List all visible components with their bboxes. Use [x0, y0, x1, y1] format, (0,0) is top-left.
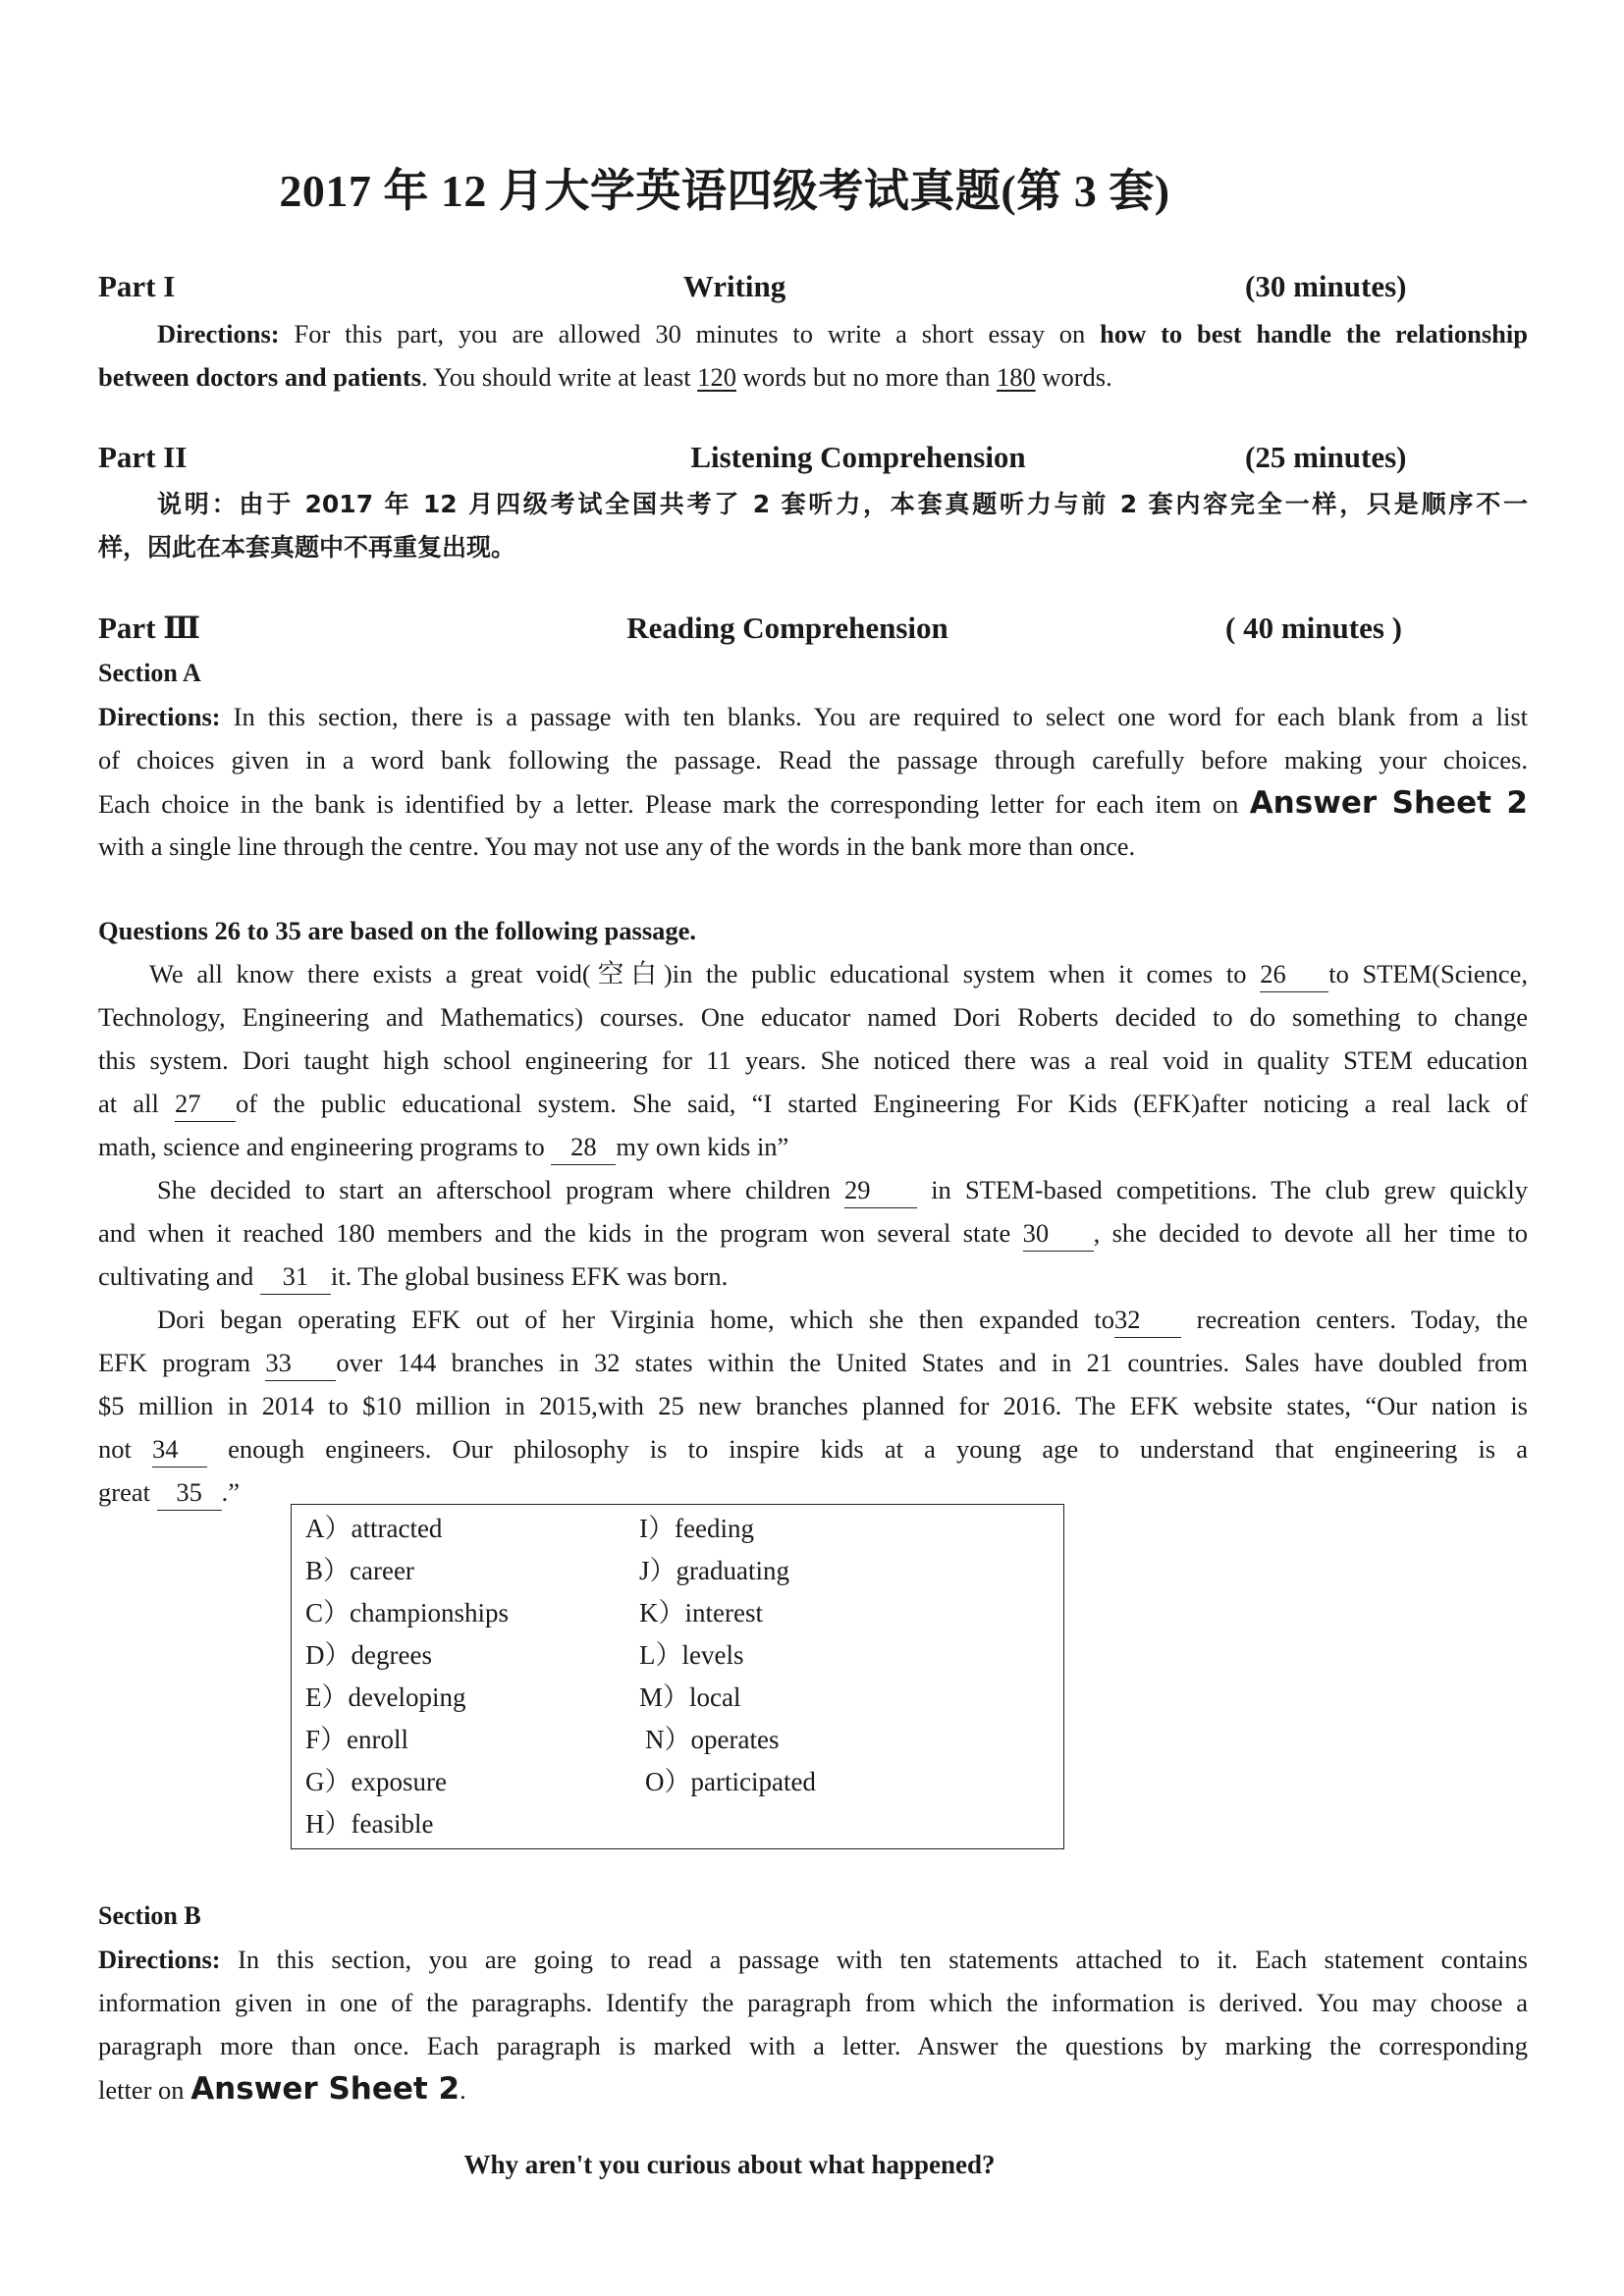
part-2-header: [98, 440, 1528, 485]
part-2-note-line-1: 说明：由于 2017 年 12 月四级考试全国共考了 2 套听力，本套真题听力与前 2 套内容完全一样，只是顺序不一: [157, 490, 1528, 518]
answer-sheet-ref: Answer Sheet 2: [1249, 785, 1528, 821]
part-2-label: Part II: [98, 440, 188, 474]
passage-line-13: great 35 .”: [98, 1470, 1528, 1514]
bank-option-e: E）developing: [305, 1682, 466, 1712]
bank-option-m: M）local: [639, 1682, 741, 1712]
section-a-directions-line-4: with a single line through the centre. You may not use any of the words in the bank more than once.: [98, 831, 1136, 861]
passage-line-9: Dori began operating EFK out of her Virginia home, which she then expanded to32 recreation centers. Today, the: [98, 1298, 1528, 1341]
part-1-time: (30 minutes): [1245, 269, 1407, 303]
part-3-label: Part Ⅲ: [98, 611, 201, 645]
passage-line-12: not 34 enough engineers. Our philosophy is to inspire kids at a young age to understand that engineering is a: [98, 1427, 1528, 1470]
blank-31: 31: [260, 1258, 331, 1295]
document-title: 2017 年 12 月大学英语四级考试真题(第 3 套): [279, 166, 1170, 216]
section-b-title: Section B: [98, 1901, 201, 1930]
section-a-title: Section A: [98, 659, 201, 687]
bank-option-h: H）feasible: [305, 1809, 434, 1839]
blank-27: 27: [175, 1086, 236, 1122]
part-1-label: Part I: [98, 269, 176, 303]
part-2-note-line-2: 样，因此在本套真题中不再重复出现。: [98, 533, 516, 561]
part-1-header: [98, 269, 1528, 314]
passage-line-11: $5 million in 2014 to $10 million in 2015,with 25 new branches planned for 2016. The EFK website states, “Our nation is: [98, 1391, 1528, 1420]
part-3-time: ( 40 minutes ): [1225, 611, 1402, 645]
passage-line-7: and when it reached 180 members and the kids in the program won several state 30 , she decided to devote all her time to: [98, 1211, 1528, 1255]
part-3-name: Reading Comprehension: [626, 611, 948, 645]
part-3-header: [98, 611, 1528, 656]
passage-line-2: Technology, Engineering and Mathematics) courses. One educator named Dori Roberts decided to do something to change: [98, 1002, 1528, 1032]
blank-32: 32: [1114, 1302, 1181, 1338]
passage-line-8: cultivating and 31 it. The global business EFK was born.: [98, 1255, 1528, 1298]
bank-option-g: G）exposure: [305, 1767, 447, 1796]
bank-option-n: N）operates: [645, 1725, 780, 1754]
questions-heading: Questions 26 to 35 are based on the following passage.: [98, 916, 697, 945]
blank-35: 35: [157, 1474, 222, 1511]
bank-option-o: O）participated: [645, 1767, 816, 1796]
section-a-directions-line-3: Each choice in the bank is identified by a letter. Please mark the corresponding letter for each item on Answer Sheet 2: [98, 785, 1528, 821]
bank-option-l: L）levels: [639, 1640, 744, 1670]
answer-sheet-ref-b: Answer Sheet 2: [190, 2071, 460, 2107]
part-1-directions-line-2: between doctors and patients. You should write at least 120 words but no more than 180 words.: [98, 362, 1112, 392]
blank-28: 28: [551, 1129, 616, 1165]
blank-29: 29: [844, 1172, 917, 1208]
section-b-directions-line-1: Directions: In this section, you are going to read a passage with ten statements attached to it. Each statement contains: [98, 1945, 1528, 1974]
min-words: 120: [697, 362, 736, 392]
part-1-name: Writing: [682, 269, 786, 303]
blank-26: 26: [1260, 956, 1328, 992]
part-2-time: (25 minutes): [1245, 440, 1407, 474]
section-a-directions-line-2: of choices given in a word bank following the passage. Read the passage through carefully before making your choices.: [98, 745, 1528, 774]
bank-option-a: A）attracted: [305, 1514, 443, 1543]
blank-34: 34: [152, 1431, 207, 1468]
part-2-name: Listening Comprehension: [690, 440, 1026, 474]
bank-option-i: I）feeding: [639, 1514, 754, 1543]
passage-line-5: math, science and engineering programs to 28 my own kids in”: [98, 1125, 1528, 1168]
bank-option-b: B）career: [305, 1556, 414, 1585]
section-a-directions-line-1: Directions: In this section, there is a passage with ten blanks. You are required to select one word for each blank from a list: [98, 702, 1528, 731]
passage-line-1: We all know there exists a great void(空白)in the public educational system when it comes to 26 to STEM(Science,: [98, 952, 1528, 995]
section-b-directions-line-3: paragraph more than once. Each paragraph is marked with a letter. Answer the questions by marking the corresponding: [98, 2031, 1528, 2060]
word-bank: [291, 1504, 1064, 1849]
section-b-directions-line-2: information given in one of the paragraphs. Identify the paragraph from which the information is derived. You may choose a: [98, 1988, 1528, 2017]
section-b-directions-line-4: letter on Answer Sheet 2.: [98, 2071, 466, 2107]
bank-option-k: K）interest: [639, 1598, 763, 1628]
bank-option-j: J）graduating: [639, 1556, 789, 1585]
passage-line-6: She decided to start an afterschool program where children 29 in STEM-based competitions. The club grew quickly: [98, 1168, 1528, 1211]
bank-option-f: F）enroll: [305, 1725, 408, 1754]
passage-line-3: this system. Dori taught high school engineering for 11 years. She noticed there was a real void in quality STEM education: [98, 1045, 1528, 1075]
max-words: 180: [996, 362, 1036, 392]
bank-option-c: C）championships: [305, 1598, 509, 1628]
passage-line-10: EFK program 33 over 144 branches in 32 states within the United States and in 21 countries. Sales have doubled from: [98, 1341, 1528, 1384]
blank-30: 30: [1023, 1215, 1094, 1252]
passage-line-4: at all 27 of the public educational system. She said, “I started Engineering For Kids (EFK)after noticing a real lack of: [98, 1082, 1528, 1125]
blank-33: 33: [265, 1345, 336, 1381]
section-b-passage-title: Why aren't you curious about what happened?: [463, 2150, 996, 2179]
part-1-directions-line-1: Directions: For this part, you are allowed 30 minutes to write a short essay on how to best handle the relationship: [157, 319, 1529, 348]
bank-option-d: D）degrees: [305, 1640, 432, 1670]
